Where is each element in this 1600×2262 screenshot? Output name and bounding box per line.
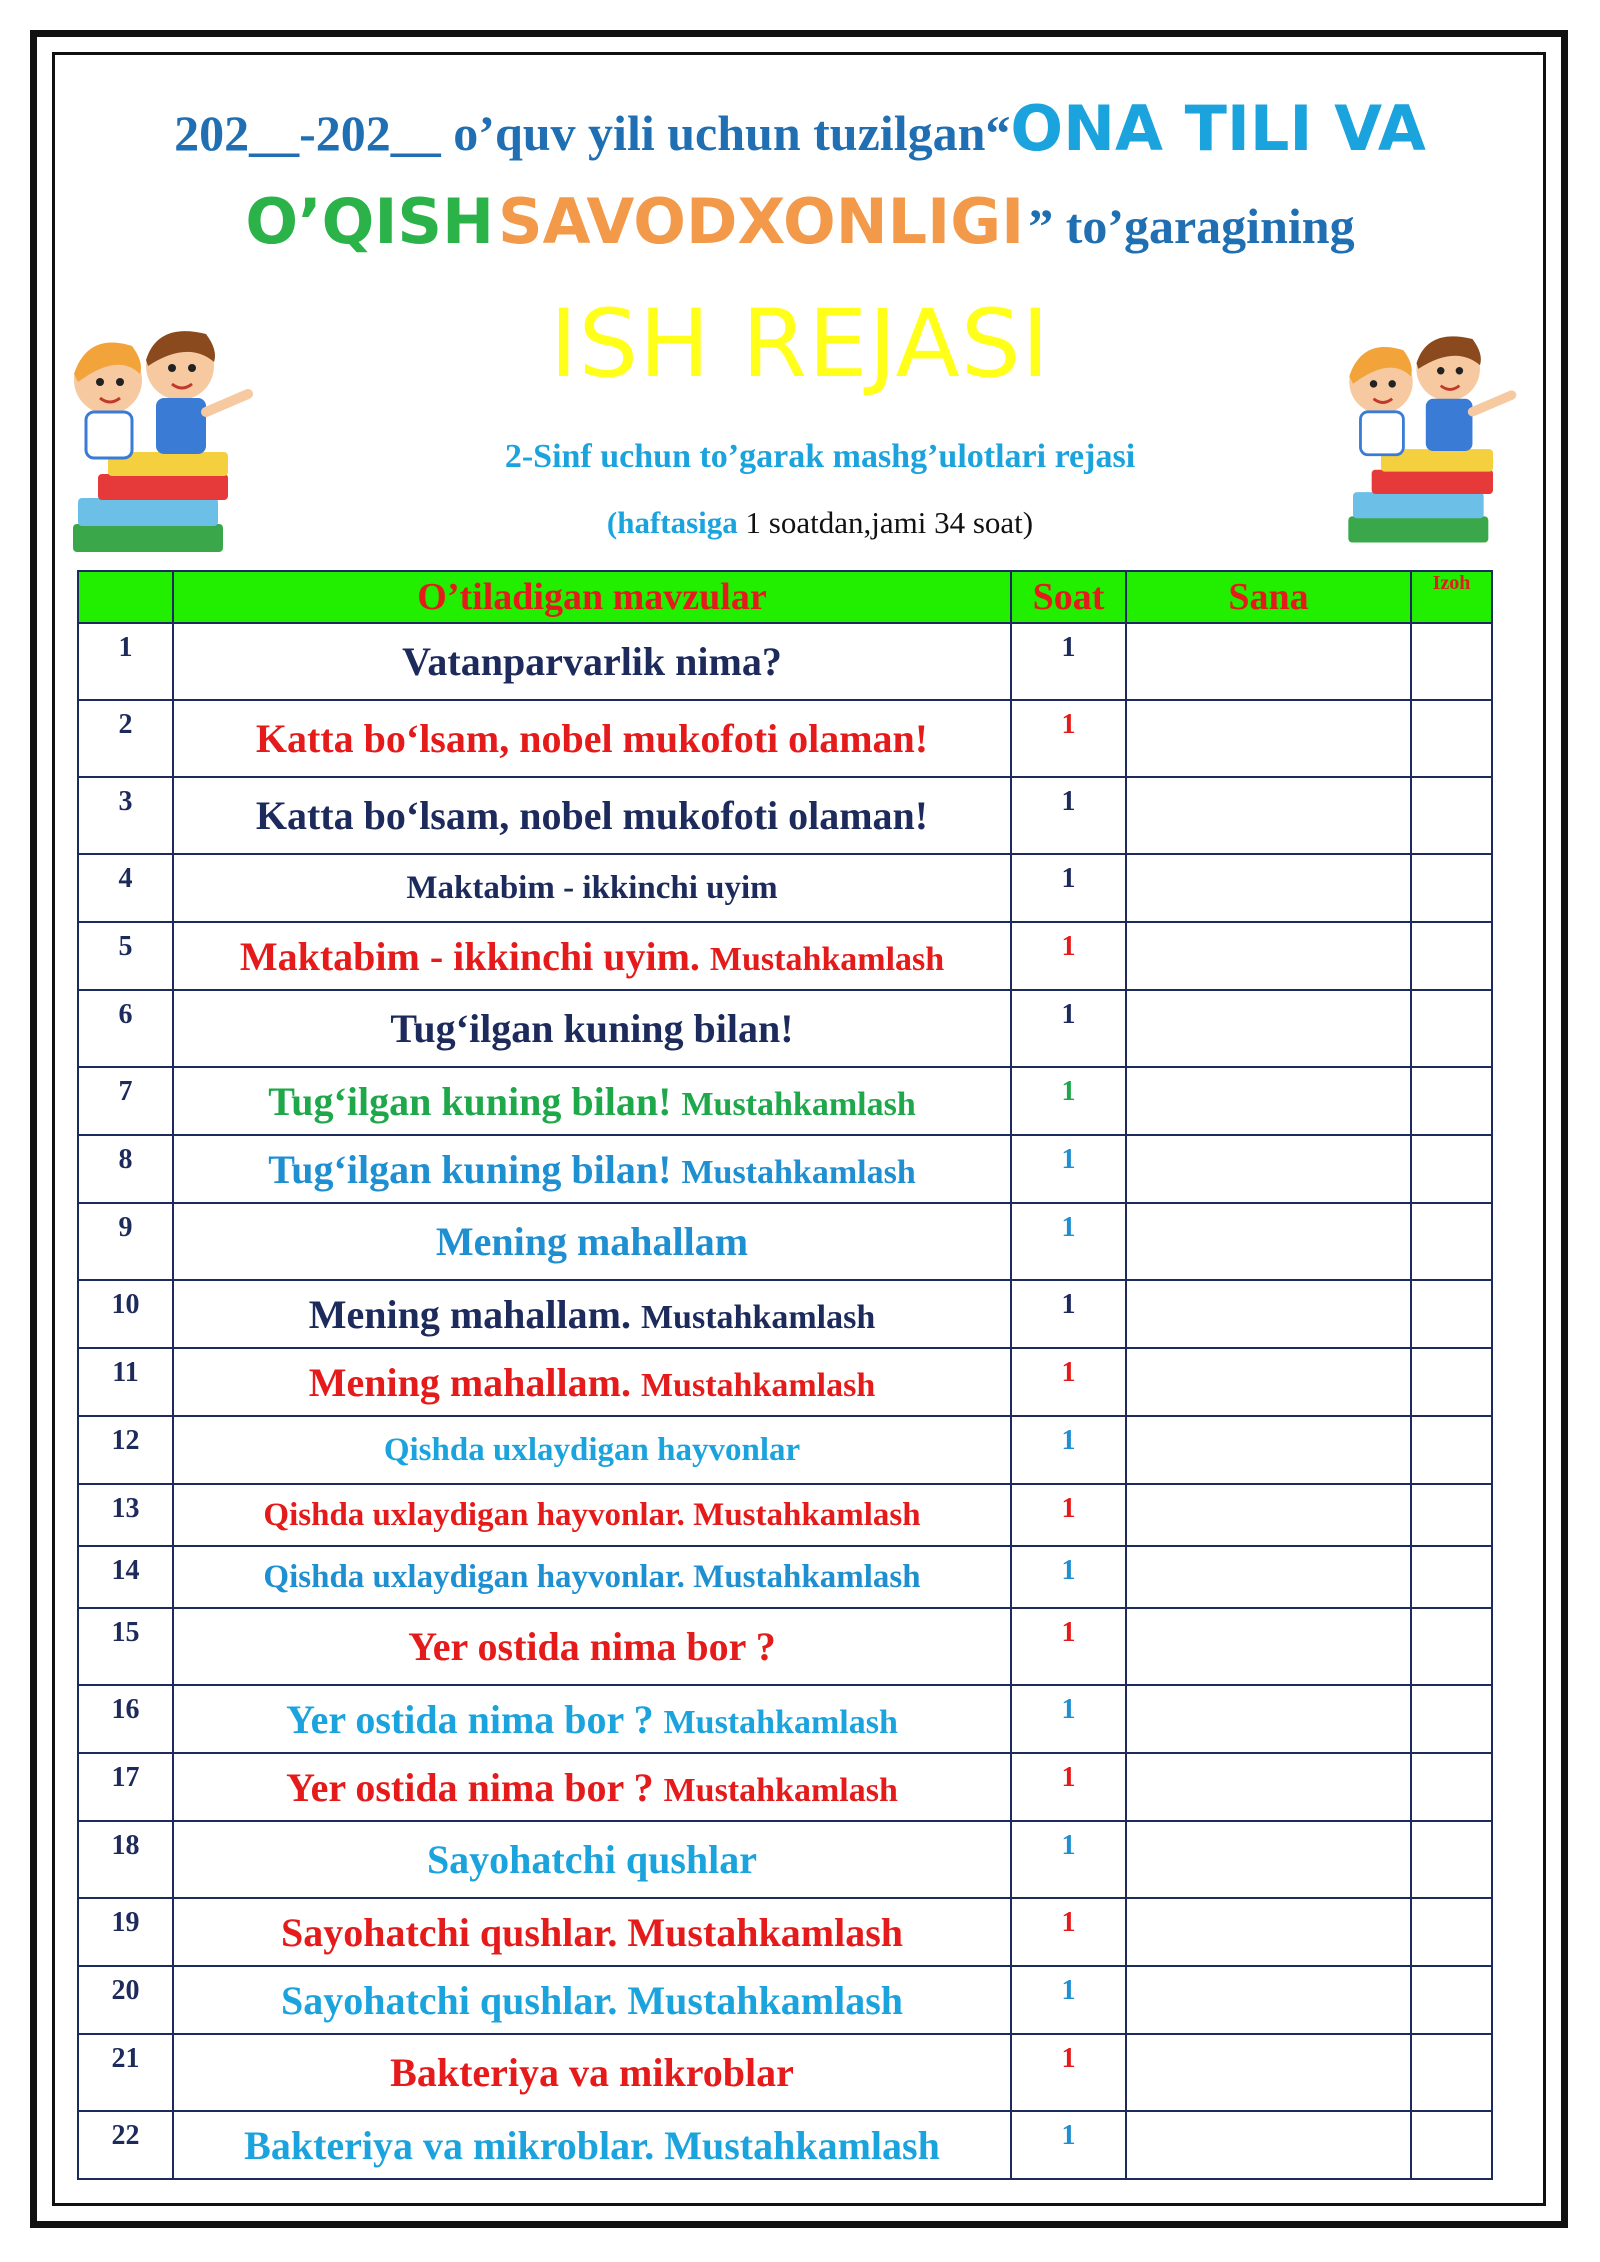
title-line-1 — [0, 92, 1600, 165]
row-topic — [173, 1898, 1011, 1966]
table-row — [78, 1135, 1492, 1203]
topic-title: Yer ostida nima bor ? — [408, 1624, 776, 1669]
row-note-cell[interactable] — [1411, 1753, 1492, 1821]
row-note-cell[interactable] — [1411, 1348, 1492, 1416]
row-hours: 1 — [1011, 1966, 1126, 2034]
row-number: 9 — [78, 1203, 173, 1280]
topic-title: Qishda uxlaydigan hayvonlar — [383, 1431, 801, 1468]
topic-title: Bakteriya va mikroblar — [390, 2050, 794, 2095]
row-hours: 1 — [1011, 1203, 1126, 1280]
row-date-cell[interactable] — [1126, 1546, 1411, 1608]
row-number: 18 — [78, 1821, 173, 1898]
topic-title: Mening mahallam — [435, 1219, 749, 1264]
table-row — [78, 990, 1492, 1067]
row-hours: 1 — [1011, 1546, 1126, 1608]
row-note-cell[interactable] — [1411, 2111, 1492, 2179]
row-note-cell[interactable] — [1411, 1608, 1492, 1685]
table-row — [78, 1203, 1492, 1280]
row-number: 6 — [78, 990, 173, 1067]
table-row — [78, 700, 1492, 777]
row-note-cell[interactable] — [1411, 1416, 1492, 1484]
row-number: 15 — [78, 1608, 173, 1685]
row-number: 13 — [78, 1484, 173, 1546]
row-number: 21 — [78, 2034, 173, 2111]
row-note-cell[interactable] — [1411, 623, 1492, 700]
topic-title: Tug‘ilgan kuning bilan! — [268, 1078, 672, 1124]
row-note-cell[interactable] — [1411, 1821, 1492, 1898]
row-topic — [173, 777, 1011, 854]
header-hours: Soat — [1011, 571, 1126, 623]
table-row — [78, 777, 1492, 854]
table-row — [78, 1067, 1492, 1135]
table-row — [78, 2034, 1492, 2111]
row-hours: 1 — [1011, 1135, 1126, 1203]
table-row — [78, 1280, 1492, 1348]
row-topic — [173, 854, 1011, 922]
row-date-cell[interactable] — [1126, 1898, 1411, 1966]
row-note-cell[interactable] — [1411, 777, 1492, 854]
topic-title: Bakteriya va mikroblar. Mustahkamlash — [244, 2122, 940, 2168]
hours-note-bold: (haftasiga — [606, 505, 738, 540]
row-number: 16 — [78, 1685, 173, 1753]
row-topic — [173, 1416, 1011, 1484]
row-number: 8 — [78, 1135, 173, 1203]
row-topic — [173, 990, 1011, 1067]
topic-suffix: Mustahkamlash — [640, 1366, 876, 1404]
topic-title: Maktabim - ikkinchi uyim — [406, 869, 778, 906]
row-date-cell[interactable] — [1126, 1484, 1411, 1546]
topic-title: Sayohatchi qushlar — [426, 1837, 758, 1882]
row-topic — [173, 1280, 1011, 1348]
title-word-oqish: O’QISH — [245, 185, 494, 258]
row-date-cell[interactable] — [1126, 777, 1411, 854]
row-hours: 1 — [1011, 623, 1126, 700]
children-illustration-right — [1325, 308, 1535, 553]
row-date-cell[interactable] — [1126, 1753, 1411, 1821]
row-note-cell[interactable] — [1411, 1203, 1492, 1280]
topic-suffix: Mustahkamlash — [663, 1703, 898, 1741]
row-hours: 1 — [1011, 2111, 1126, 2179]
subtitle: 2-Sinf uchun to’garak mashg’ulotlari rejasi — [504, 438, 1136, 475]
row-note-cell[interactable] — [1411, 1546, 1492, 1608]
topic-suffix: Mustahkamlash — [663, 1771, 898, 1809]
row-topic — [173, 700, 1011, 777]
row-number: 7 — [78, 1067, 173, 1135]
row-date-cell[interactable] — [1126, 922, 1411, 990]
row-date-cell[interactable] — [1126, 1608, 1411, 1685]
topic-title: Katta bo‘lsam, nobel mukofoti olaman! — [255, 793, 929, 838]
row-date-cell[interactable] — [1126, 700, 1411, 777]
row-number: 11 — [78, 1348, 173, 1416]
row-hours: 1 — [1011, 1348, 1126, 1416]
row-date-cell[interactable] — [1126, 2111, 1411, 2179]
topic-title: Katta bo‘lsam, nobel mukofoti olaman! — [255, 716, 929, 761]
row-number: 17 — [78, 1753, 173, 1821]
row-topic — [173, 1608, 1011, 1685]
row-hours: 1 — [1011, 700, 1126, 777]
row-topic — [173, 1203, 1011, 1280]
row-date-cell[interactable] — [1126, 1203, 1411, 1280]
row-hours: 1 — [1011, 1821, 1126, 1898]
row-date-cell[interactable] — [1126, 2034, 1411, 2111]
row-date-cell[interactable] — [1126, 1280, 1411, 1348]
table-row — [78, 1546, 1492, 1608]
row-date-cell[interactable] — [1126, 1348, 1411, 1416]
table-row — [78, 1484, 1492, 1546]
row-hours: 1 — [1011, 2034, 1126, 2111]
row-topic — [173, 922, 1011, 990]
row-number: 2 — [78, 700, 173, 777]
title-subject-highlight: ONA TILI VA — [1010, 92, 1426, 165]
row-note-cell[interactable] — [1411, 854, 1492, 922]
row-number: 4 — [78, 854, 173, 922]
row-number: 20 — [78, 1966, 173, 2034]
row-number: 19 — [78, 1898, 173, 1966]
topic-title: Qishda uxlaydigan hayvonlar. Mustahkamlash — [263, 1496, 921, 1533]
row-hours: 1 — [1011, 1685, 1126, 1753]
topic-title: Sayohatchi qushlar. Mustahkamlash — [280, 1909, 904, 1955]
table-row — [78, 1966, 1492, 2034]
header-topics: O’tiladigan mavzular — [173, 571, 1011, 623]
topic-title: Yer ostida nima bor ? — [286, 1696, 654, 1742]
table-row — [78, 1753, 1492, 1821]
row-note-cell[interactable] — [1411, 990, 1492, 1067]
row-number: 10 — [78, 1280, 173, 1348]
title-prefix: 202__-202__ o’quv yili uchun tuzilgan“ — [174, 105, 1011, 161]
row-note-cell[interactable] — [1411, 1898, 1492, 1966]
row-number: 14 — [78, 1546, 173, 1608]
row-note-cell[interactable] — [1411, 1135, 1492, 1203]
row-topic — [173, 2034, 1011, 2111]
row-date-cell[interactable] — [1126, 1821, 1411, 1898]
row-note-cell[interactable] — [1411, 1280, 1492, 1348]
row-note-cell[interactable] — [1411, 1067, 1492, 1135]
table-row — [78, 1348, 1492, 1416]
topic-suffix: Mustahkamlash — [681, 1153, 916, 1191]
topic-title: Maktabim - ikkinchi uyim. — [239, 933, 700, 979]
row-hours: 1 — [1011, 1753, 1126, 1821]
row-hours: 1 — [1011, 1608, 1126, 1685]
table-row — [78, 1898, 1492, 1966]
row-topic — [173, 1348, 1011, 1416]
row-date-cell[interactable] — [1126, 1966, 1411, 2034]
row-topic — [173, 1821, 1011, 1898]
row-topic — [173, 1685, 1011, 1753]
table-row — [78, 854, 1492, 922]
row-hours: 1 — [1011, 922, 1126, 990]
row-date-cell[interactable] — [1126, 1685, 1411, 1753]
topic-title: Mening mahallam. — [308, 1291, 631, 1337]
topic-title: Mening mahallam. — [308, 1359, 631, 1405]
table-row — [78, 922, 1492, 990]
row-date-cell[interactable] — [1126, 990, 1411, 1067]
row-number: 22 — [78, 2111, 173, 2179]
row-note-cell[interactable] — [1411, 922, 1492, 990]
row-hours: 1 — [1011, 1280, 1126, 1348]
row-hours: 1 — [1011, 1067, 1126, 1135]
topic-title: Tug‘ilgan kuning bilan! — [268, 1146, 672, 1192]
row-note-cell[interactable] — [1411, 700, 1492, 777]
row-number: 12 — [78, 1416, 173, 1484]
topic-title: Tug‘ilgan kuning bilan! — [390, 1006, 794, 1051]
table-row — [78, 2111, 1492, 2179]
header-note: Izoh — [1411, 571, 1492, 623]
title-word-savodxonligi: SAVODXONLIGI — [497, 185, 1025, 258]
children-illustration-left — [48, 302, 273, 562]
row-date-cell[interactable] — [1126, 1067, 1411, 1135]
hours-note-rest: 1 soatdan,jami 34 soat) — [745, 505, 1034, 540]
row-topic — [173, 1753, 1011, 1821]
table-body — [78, 623, 1492, 2179]
row-note-cell[interactable] — [1411, 2034, 1492, 2111]
table-row — [78, 1685, 1492, 1753]
row-date-cell[interactable] — [1126, 1135, 1411, 1203]
row-number: 3 — [78, 777, 173, 854]
row-date-cell[interactable] — [1126, 1416, 1411, 1484]
topic-suffix: Mustahkamlash — [640, 1298, 876, 1336]
lesson-plan-table — [77, 570, 1493, 2180]
row-number: 1 — [78, 623, 173, 700]
row-hours: 1 — [1011, 1484, 1126, 1546]
row-topic — [173, 1135, 1011, 1203]
row-topic — [173, 1484, 1011, 1546]
row-date-cell[interactable] — [1126, 854, 1411, 922]
row-date-cell[interactable] — [1126, 623, 1411, 700]
title-line-2 — [0, 185, 1600, 258]
row-note-cell[interactable] — [1411, 1685, 1492, 1753]
topic-title: Qishda uxlaydigan hayvonlar. Mustahkamlash — [263, 1558, 921, 1595]
table-row — [78, 1608, 1492, 1685]
topic-title: Yer ostida nima bor ? — [286, 1764, 654, 1810]
header-date: Sana — [1126, 571, 1411, 623]
row-hours: 1 — [1011, 990, 1126, 1067]
table-row — [78, 1416, 1492, 1484]
row-topic — [173, 623, 1011, 700]
topic-suffix: Mustahkamlash — [681, 1085, 916, 1123]
row-topic — [173, 1966, 1011, 2034]
topic-suffix: Mustahkamlash — [709, 940, 945, 978]
row-hours: 1 — [1011, 777, 1126, 854]
row-hours: 1 — [1011, 1898, 1126, 1966]
title-suffix: ” to’garagining — [1028, 198, 1355, 254]
row-hours: 1 — [1011, 1416, 1126, 1484]
header-number — [78, 571, 173, 623]
row-hours: 1 — [1011, 854, 1126, 922]
table-row — [78, 1821, 1492, 1898]
row-note-cell[interactable] — [1411, 1484, 1492, 1546]
table-header-row — [78, 571, 1492, 623]
row-topic — [173, 2111, 1011, 2179]
row-note-cell[interactable] — [1411, 1966, 1492, 2034]
row-number: 5 — [78, 922, 173, 990]
row-topic — [173, 1067, 1011, 1135]
row-topic — [173, 1546, 1011, 1608]
main-title: ISH REJASI — [549, 290, 1051, 399]
topic-title: Sayohatchi qushlar. Mustahkamlash — [280, 1977, 904, 2023]
table-row — [78, 623, 1492, 700]
topic-title: Vatanparvarlik nima? — [402, 639, 782, 684]
